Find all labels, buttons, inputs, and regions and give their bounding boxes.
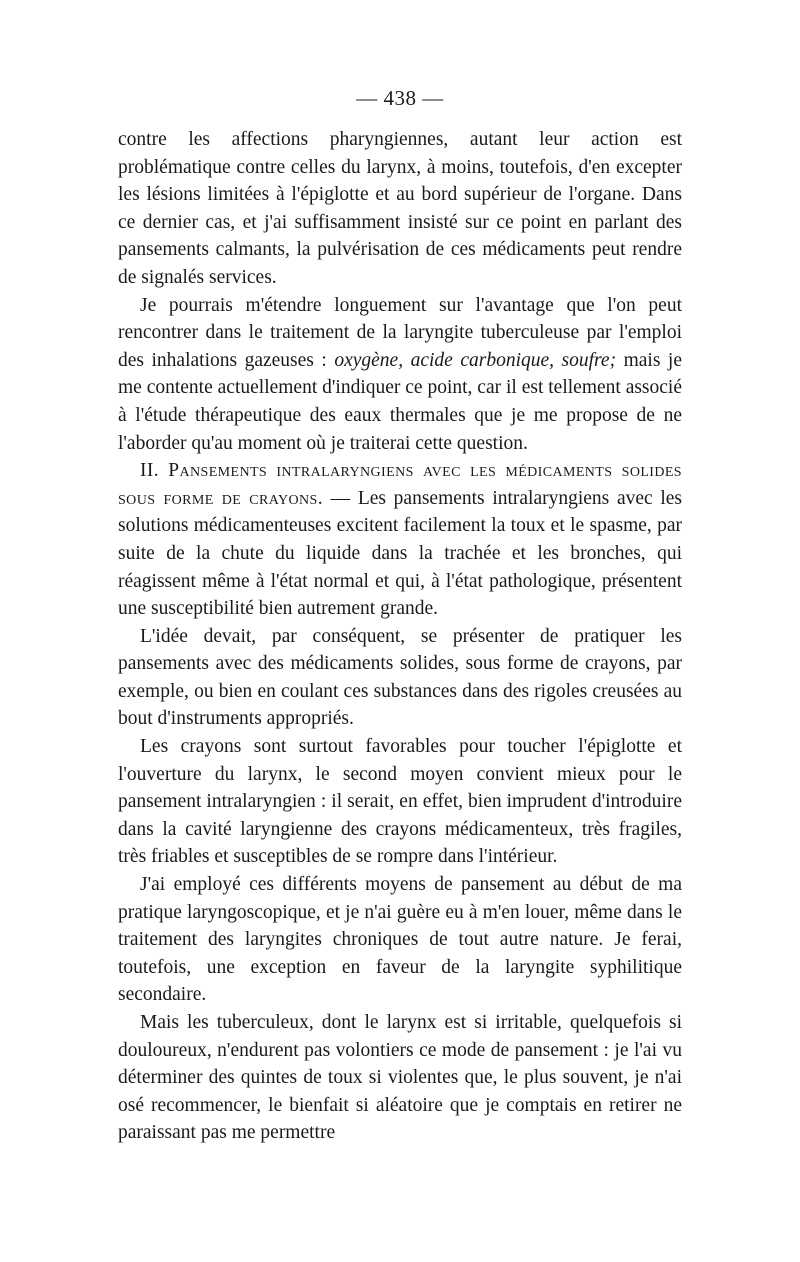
paragraph-2-text-after: mais je me contente actuellement d'indiquer ce point, car il est tellement associé à l'étude thérapeutique des eaux thermales que je me propose de ne l'aborder qu'au moment où je traiterai cette question. [118,349,682,454]
body-text [118,126,682,1147]
paragraph-1 [118,126,682,292]
section-heading: II. Pansements intralaryngiens avec les médicaments solides sous forme de crayons. [118,460,682,509]
paragraph-5-text: Les crayons sont surtout favorables pour toucher l'épiglotte et l'ouverture du larynx, le second moyen convient mieux pour le pansement intralaryngien : il serait, en effet, bien imprudent d'introduire dans la cavité laryngienne des crayons médicamenteux, très fragiles, très friables et susceptibles de se rompre dans l'intérieur. [118,736,682,868]
paragraph-2-text-before: Je pourrais m'étendre longuement sur l'avantage que l'on peut rencontrer dans le traitement de la laryngite tuberculeuse par l'emploi des inhalations gazeuses : [118,294,682,371]
paragraph-5 [118,733,682,871]
document-page [118,84,682,1254]
paragraph-4-text: L'idée devait, par conséquent, se présenter de pratiquer les pansements avec des médicaments solides, sous forme de crayons, par exemple, ou bien en coulant ces substances dans des rigoles creusées au bout d'instruments appropriés. [118,625,682,730]
paragraph-7-text: Mais les tuberculeux, dont le larynx est si irritable, quelquefois si douloureux, n'endurent pas volontiers ce mode de pansement : je l'ai vu déterminer des quintes de toux si violentes que, le plus souvent, je n'ai osé recommencer, le bienfait si aléatoire que je comptais en retirer ne paraissant pas me permettre [118,1012,682,1144]
page-number: — 438 — [356,86,444,110]
paragraph-3-text: — Les pansements intralaryngiens avec les solutions médicamenteuses excitent facilement la toux et le spasme, par suite de la chute du liquide dans la trachée et les bronches, qui réagissent même à l'état normal et qui, à l'état pathologique, présentent une susceptibilité bien autrement grande. [118,487,682,620]
paragraph-3 [118,457,682,623]
paragraph-6 [118,871,682,1009]
paragraph-4 [118,623,682,733]
paragraph-6-text: J'ai employé ces différents moyens de pansement au début de ma pratique laryngoscopique, et je n'ai guère eu à m'en louer, même dans le traitement des laryngites chroniques de tout autre nature. Je ferai, toutefois, une exception en faveur de la laryngite syphilitique secondaire. [118,874,682,1006]
paragraph-1-text: contre les affections pharyngiennes, autant leur action est problématique contre celles du larynx, à moins, toutefois, d'en excepter les lésions limitées à l'épiglotte et au bord supérieur de l'organe. Dans ce dernier cas, et j'ai suffisamment insisté sur ce point en parlant des pansements calmants, la pulvérisation de ces médicaments peut rendre de signalés services. [118,129,682,288]
paragraph-7 [118,1009,682,1147]
paragraph-2-italic-list: oxygène, acide carbonique, soufre; [334,349,617,371]
paragraph-2 [118,292,682,458]
